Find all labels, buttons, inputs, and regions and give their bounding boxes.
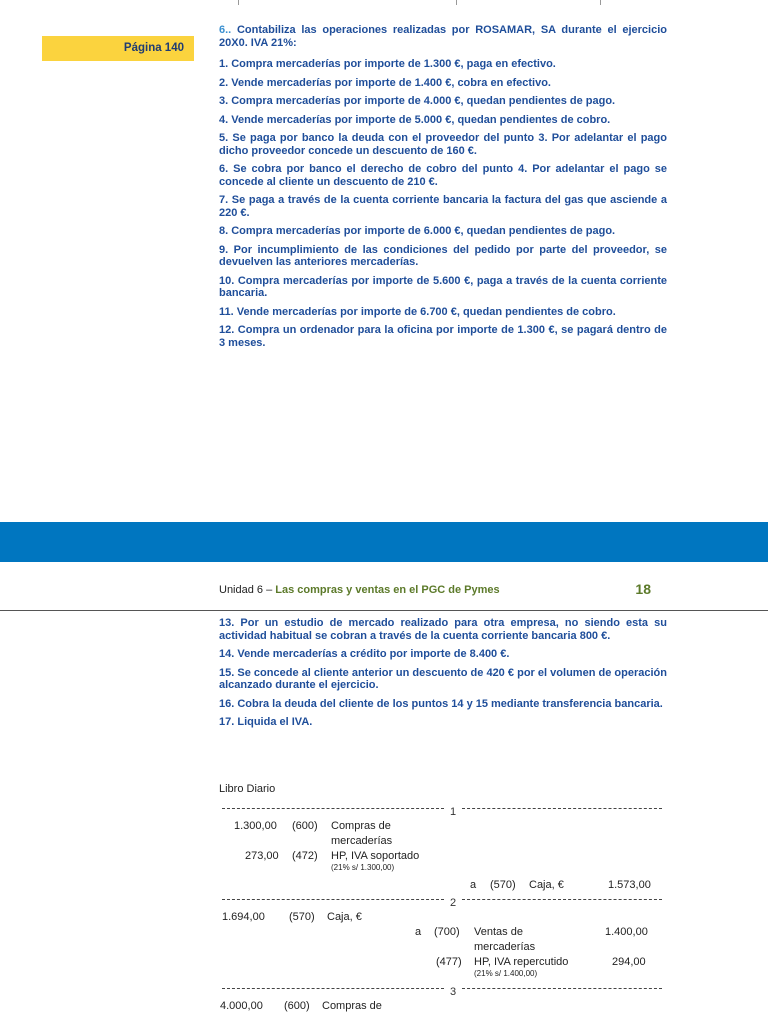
- operation-item: 6. Se cobra por banco el derecho de cobro del punto 4. Por adelantar el pago se concede al cliente un descuento de 210 €.: [219, 163, 667, 188]
- entry-separator: [222, 806, 662, 820]
- account-name-cont: mercaderías: [474, 941, 536, 953]
- operation-item: 11. Vende mercaderías por importe de 6.700 €, quedan pendientes de cobro.: [219, 305, 616, 318]
- operation-item: 4. Vende mercaderías por importe de 5.000 €, quedan pendientes de cobro.: [219, 113, 611, 126]
- operation-item: 17. Liquida el IVA.: [219, 716, 313, 728]
- operation-item: 14. Vende mercaderías a crédito por importe de 8.400 €.: [219, 648, 510, 660]
- account-name: HP, IVA soportado: [331, 850, 420, 862]
- operation-item: 2. Vende mercaderías por importe de 1.400 €, cobra en efectivo.: [219, 76, 551, 89]
- credit-a: a: [415, 926, 422, 938]
- tick-mark: [600, 0, 601, 5]
- account-name: HP, IVA repercutido: [474, 956, 569, 968]
- operation-item: 13. Por un estudio de mercado realizado para otra empresa, no siendo esta su actividad habitual se cobran a través de la cuenta corriente bancaria 800 €.: [219, 617, 667, 642]
- operation-item: 15. Se concede al cliente anterior un descuento de 420 € por el volumen de operación alcanzado durante el ejercicio.: [219, 666, 667, 691]
- journal-line: [222, 956, 662, 971]
- journal-line: [222, 926, 662, 941]
- header-rule: [0, 610, 768, 611]
- exercise-number: 6..: [219, 24, 232, 36]
- credit-a: a: [470, 879, 477, 891]
- journal-line: [222, 1000, 662, 1015]
- exercise-intro-text: Contabiliza las operaciones realizadas por ROSAMAR, SA durante el ejercicio 20X0. IVA 21%:: [219, 24, 667, 49]
- current-page: [0, 562, 768, 1024]
- entry-separator: [222, 897, 662, 911]
- journal-line: [222, 820, 662, 835]
- account-name: Caja, €: [529, 879, 564, 891]
- debit-amount: 273,00: [245, 850, 279, 862]
- account-name: Ventas de: [474, 926, 523, 938]
- account-code: (570): [490, 879, 516, 891]
- operation-item: 5. Se paga por banco la deuda con el proveedor del punto 3. Por adelantar el pago dicho proveedor concede un descuento de 160 €.: [219, 132, 667, 157]
- tick-mark: [238, 0, 239, 5]
- dash-line: [462, 899, 662, 900]
- account-code: (477): [436, 956, 462, 968]
- entry-separator: [222, 986, 662, 1000]
- credit-amount: 1.573,00: [608, 879, 651, 891]
- dash-line: [462, 808, 662, 809]
- dash-line: [222, 899, 444, 900]
- operation-item: 1. Compra mercaderías por importe de 1.300 €, paga en efectivo.: [219, 58, 556, 70]
- account-code: (600): [284, 1000, 310, 1012]
- operation-item: 16. Cobra la deuda del cliente de los puntos 14 y 15 mediante transferencia bancaria.: [219, 697, 663, 710]
- entry-number: 2: [450, 897, 457, 909]
- page-separator-band: [0, 522, 768, 562]
- tax-base-note: (21% s/ 1.300,00): [331, 863, 395, 872]
- exercise-intro: [219, 24, 667, 49]
- operation-item: 9. Por incumplimiento de las condiciones del pedido por parte del proveedor, se devuelven las anteriores mercaderías.: [219, 243, 667, 268]
- dash-line: [462, 988, 662, 989]
- journal-line: [222, 835, 662, 850]
- account-name-cont: mercaderías: [331, 835, 393, 847]
- journal-line: [222, 877, 662, 897]
- account-code: (472): [292, 850, 318, 862]
- journal-line: [222, 971, 662, 986]
- operation-item: 12. Compra un ordenador para la oficina por importe de 1.300 €, se pagará dentro de 3 meses.: [219, 324, 667, 349]
- tick-mark: [456, 0, 457, 5]
- top-margin-ticks: [0, 0, 768, 6]
- operation-item: 10. Compra mercaderías por importe de 5.600 €, paga a través de la cuenta corriente bancaria.: [219, 274, 667, 299]
- account-code: (600): [292, 820, 318, 832]
- journal-line: [222, 850, 662, 865]
- page-number: 18: [635, 581, 651, 597]
- running-header: [219, 581, 667, 600]
- journal-line: [222, 865, 662, 877]
- libro-diario-heading: Libro Diario: [219, 783, 276, 795]
- debit-amount: 1.300,00: [234, 820, 277, 832]
- dash-line: [222, 808, 444, 809]
- journal-entries: [222, 806, 662, 1015]
- account-name: Caja, €: [327, 911, 362, 923]
- account-code: (570): [289, 911, 315, 923]
- operations-continued: [219, 617, 667, 735]
- credit-amount: 1.400,00: [605, 926, 648, 938]
- exercise-statement: [219, 24, 667, 355]
- account-name: Compras de: [322, 1000, 382, 1012]
- unit-title: Las compras y ventas en el PGC de Pymes: [275, 584, 500, 596]
- operation-item: 7. Se paga a través de la cuenta corriente bancaria la factura del gas que asciende a 220 €.: [219, 194, 667, 219]
- tax-base-note: (21% s/ 1.400,00): [474, 969, 538, 978]
- entry-number: 1: [450, 806, 457, 818]
- debit-amount: 4.000,00: [220, 1000, 263, 1012]
- journal-line: [222, 941, 662, 956]
- account-code: (700): [434, 926, 460, 938]
- account-name: Compras de: [331, 820, 391, 832]
- unit-prefix: Unidad 6 –: [219, 584, 276, 596]
- entry-number: 3: [450, 986, 457, 998]
- operation-item: 3. Compra mercaderías por importe de 4.000 €, quedan pendientes de pago.: [219, 95, 616, 107]
- credit-amount: 294,00: [612, 956, 646, 968]
- dash-line: [222, 988, 444, 989]
- debit-amount: 1.694,00: [222, 911, 265, 923]
- operation-item: 8. Compra mercaderías por importe de 6.000 €, quedan pendientes de pago.: [219, 225, 616, 237]
- journal-line: [222, 911, 662, 926]
- page-reference-badge: Página 140: [42, 36, 194, 61]
